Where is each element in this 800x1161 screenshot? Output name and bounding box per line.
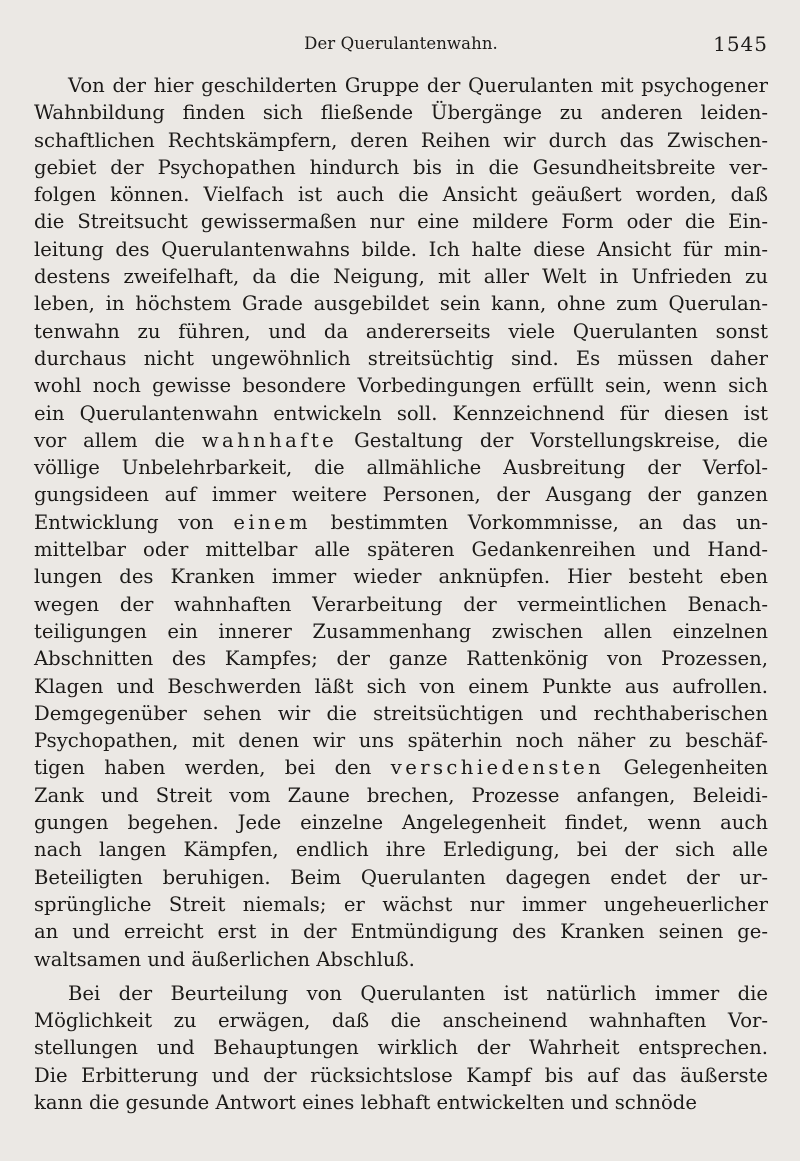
text-line: kann die gesunde Antwort eines lebhaft entwickelten und schnöde [34, 1090, 697, 1114]
text-line: wohl noch gewisse besondere Vorbedingungen erfüllt sein, wenn sich [34, 374, 768, 398]
running-title: Der Querulantenwahn. [304, 34, 498, 53]
text-line: nach langen Kämpfen, endlich ihre Erledigung, bei der sich alle [34, 838, 768, 862]
text-line: völlige Unbelehrbarkeit, die allmähliche Ausbreitung der Verfol- [34, 456, 768, 480]
text-line: waltsamen und äußerlichen Abschluß. [34, 947, 415, 971]
text-line: Beteiligten beruhigen. Beim Querulanten dagegen endet der ur- [34, 865, 768, 889]
text-line: Von der hier geschilderten Gruppe der Querulanten mit psychogener [68, 74, 768, 97]
text-line: Demgegenüber sehen wir die streitsüchtigen und rechthaberischen [34, 701, 768, 725]
text-segment: Gelegenheiten [604, 756, 769, 780]
text-line: durchaus nicht ungewöhnlich streitsüchtig sind. Es müssen daher [34, 346, 768, 370]
text-segment: Gestaltung der Vorstellungskreise, die [337, 428, 768, 452]
text-segment: Entwicklung von [34, 510, 234, 534]
emphasized-word: wahnhafte [201, 428, 338, 452]
text-line: Psychopathen, mit denen wir uns späterhin noch näher zu beschäf- [34, 729, 768, 753]
text-line: Möglichkeit zu erwägen, daß die anscheinend wahnhaften Vor- [34, 1009, 768, 1033]
text-line: leben, in höchstem Grade ausgebildet sein kann, ohne zum Querulan- [34, 292, 768, 316]
text-line: Bei der Beurteilung von Querulanten ist natürlich immer die [68, 981, 768, 1005]
text-line: die Streitsucht gewissermaßen nur eine mildere Form oder die Ein- [34, 210, 768, 234]
text-segment: vor allem die [34, 428, 202, 452]
text-line [34, 509, 768, 536]
text-line: destens zweifelhaft, da die Neigung, mit aller Welt in Unfrieden zu [34, 265, 768, 289]
text-line: sprüngliche Streit niemals; er wächst nur immer ungeheuerlicher [34, 892, 768, 916]
text-line: ein Querulantenwahn entwickeln soll. Kennzeichnend für diesen ist [34, 401, 768, 425]
text-line: gungen begehen. Jede einzelne Angelegenheit findet, wenn auch [34, 811, 768, 835]
text-line: folgen können. Vielfach ist auch die Ansicht geäußert worden, daß [34, 183, 768, 207]
text-line [34, 754, 768, 781]
text-line: an und erreicht erst in der Entmündigung des Kranken seinen ge- [34, 920, 768, 944]
text-line: gungsideen auf immer weitere Personen, der Ausgang der ganzen [34, 483, 768, 507]
text-line: gebiet der Psychopathen hindurch bis in die Gesundheitsbreite ver- [34, 155, 768, 179]
text-line [34, 427, 768, 454]
text-segment: bestimmten Vorkommnisse, an das un- [311, 510, 769, 534]
text-segment: tigen haben werden, bei den [34, 756, 391, 780]
text-line: schaftlichen Rechtskämpfern, deren Reihen wir durch das Zwischen- [34, 128, 768, 152]
text-line: Die Erbitterung und der rücksichtslose Kampf bis auf das äußerste [34, 1063, 768, 1087]
emphasized-word: einem [233, 510, 312, 534]
text-line: stellungen und Behauptungen wirklich der Wahrheit entsprechen. [34, 1036, 768, 1060]
text-line: mittelbar oder mittelbar alle späteren Gedankenreihen und Hand- [34, 538, 768, 562]
running-head [34, 32, 768, 58]
text-line: Zank und Streit vom Zaune brechen, Prozesse anfangen, Beleidi- [34, 783, 768, 807]
paragraph [34, 72, 768, 973]
text-line: Abschnitten des Kampfes; der ganze Rattenkönig von Prozessen, [34, 647, 768, 671]
text-line: teiligungen ein innerer Zusammenhang zwischen allen einzelnen [34, 619, 768, 643]
text-line: lungen des Kranken immer wieder anknüpfen. Hier besteht eben [34, 565, 768, 589]
body-text [34, 72, 768, 1116]
text-line: wegen der wahnhaften Verarbeitung der vermeintlichen Benach- [34, 592, 768, 616]
emphasized-word: verschiedensten [390, 756, 605, 780]
text-line: leitung des Querulantenwahns bilde. Ich halte diese Ansicht für min- [34, 237, 768, 261]
text-line: Klagen und Beschwerden läßt sich von einem Punkte aus aufrollen. [34, 674, 768, 698]
paragraph [34, 980, 768, 1116]
text-line: tenwahn zu führen, und da andererseits viele Querulanten sonst [34, 319, 768, 343]
page-number: 1545 [713, 32, 768, 56]
text-line: Wahnbildung finden sich fließende Übergänge zu anderen leiden- [34, 101, 768, 125]
